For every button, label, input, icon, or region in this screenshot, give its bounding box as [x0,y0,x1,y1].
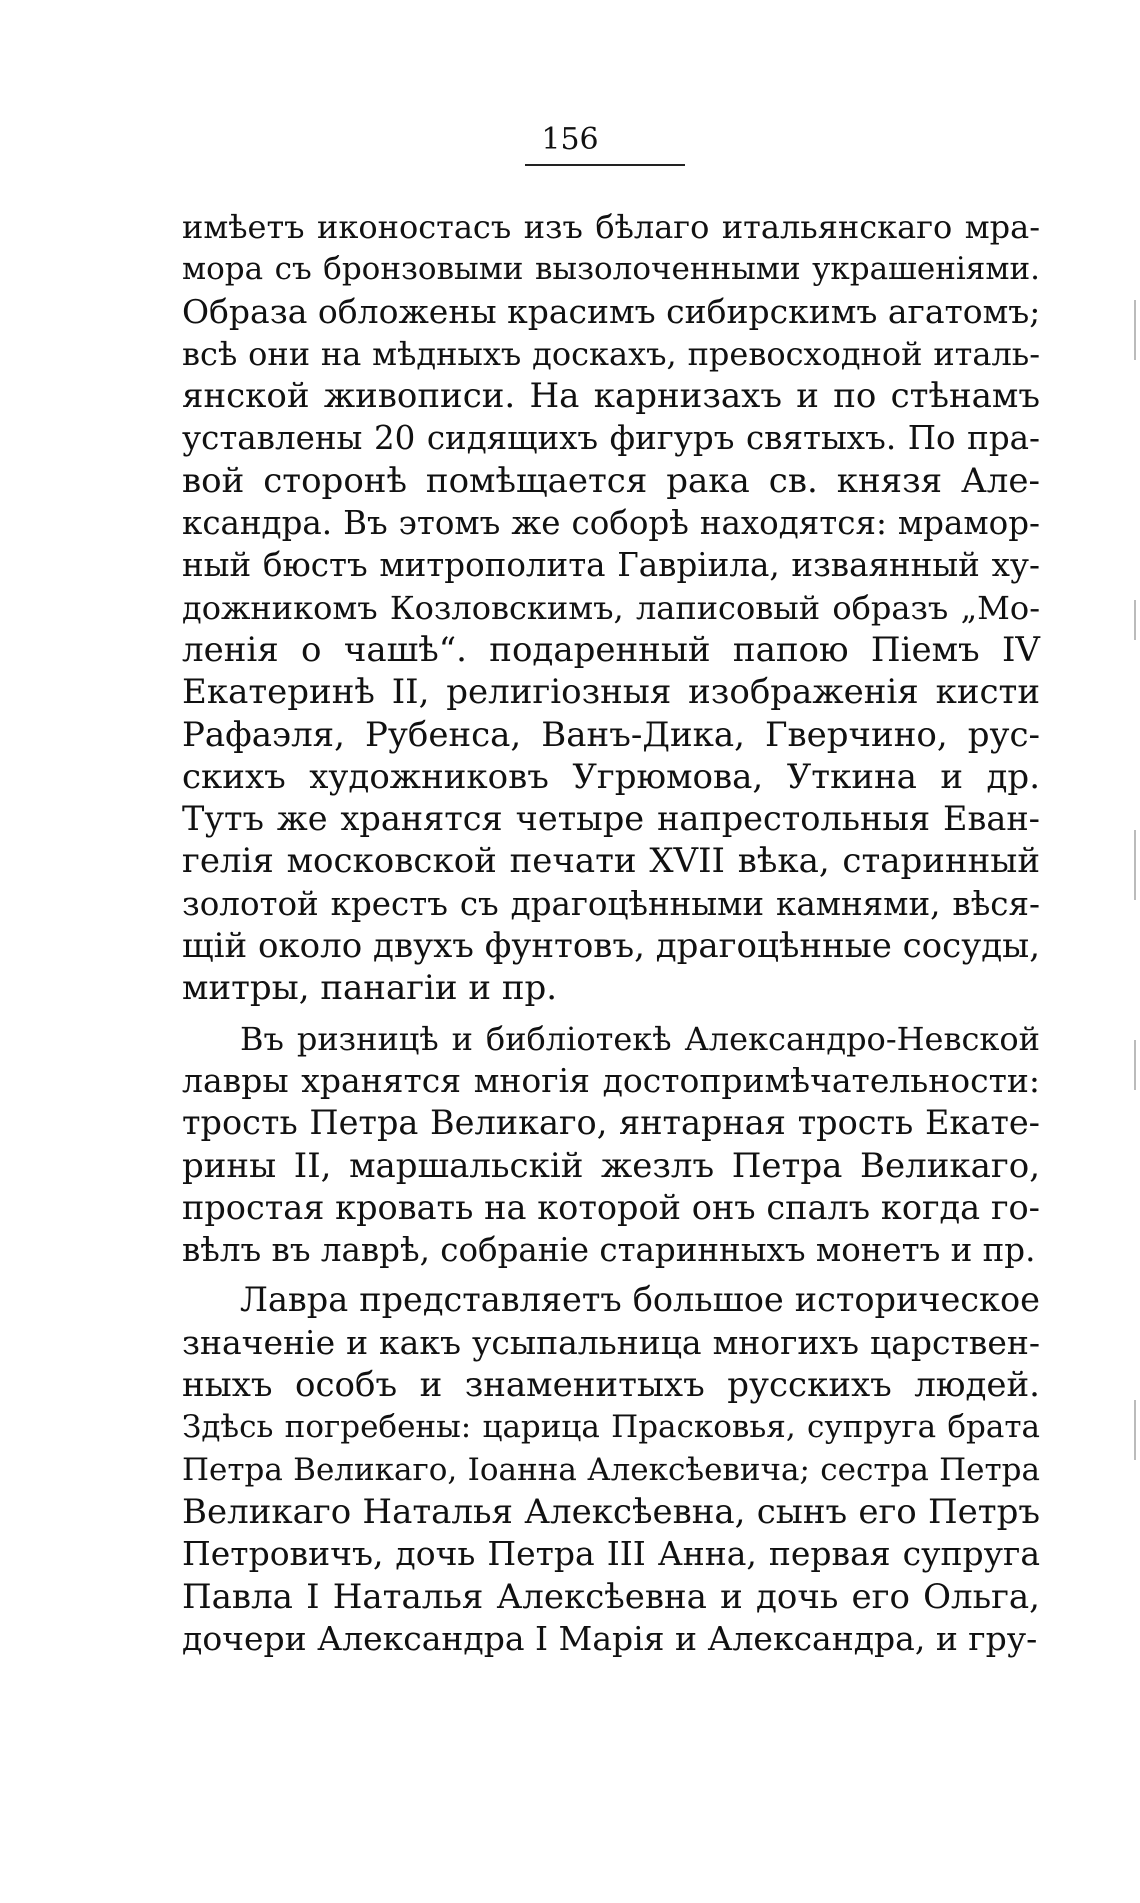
text-line: щій около двухъ фунтовъ, драгоцѣнные сосуды, [182,926,1040,967]
paragraph [182,206,1040,1010]
text-line: янской живописи. На карнизахъ и по стѣнамъ [182,376,1040,417]
text-line: мора съ бронзовыми вызолоченными украшеніями. [182,251,1040,288]
text-line: всѣ они на мѣдныхъ доскахъ, превосходной италь- [182,334,1040,373]
text-line: Въ ризницѣ и библіотекѣ Александро-Невской [240,1019,1040,1058]
text-line: скихъ художниковъ Угрюмова, Уткина и др. [182,756,1040,797]
text-line: уставлены 20 сидящихъ фигуръ святыхъ. По пра- [182,419,1040,458]
edge-mark [1134,600,1136,640]
text-line: вѣлъ въ лаврѣ, собраніе старинныхъ монетъ и пр. [182,1231,1036,1270]
edge-mark [1134,830,1136,900]
text-line: дожникомъ Козловскимъ, лаписовый образъ „Мо- [182,588,1040,627]
text-line: митры, панагіи и пр. [182,968,558,1009]
text-line: вой сторонѣ помѣщается рака св. князя Але- [182,460,1040,501]
text-line: Великаго Наталья Алексѣевна, сынъ его Петръ [182,1491,1040,1532]
text-line: гелія московской печати XVII вѣка, старинный [182,841,1040,882]
text-line: рины II, маршальскій жезлъ Петра Великаго, [182,1145,1040,1186]
text-line: дочери Александра I Марія и Александра, и гру- [182,1618,1038,1658]
paragraph [182,1279,1040,1660]
text-line: Тутъ же хранятся четыре напрестольныя Еван- [182,799,1040,839]
paragraph [182,1018,1040,1272]
page-number-rule [525,164,685,166]
body-text [182,206,1040,1660]
text-line: значеніе и какъ усыпальница многихъ царствен- [182,1322,1040,1362]
text-line: ныхъ особъ и знаменитыхъ русскихъ людей. [182,1365,1040,1406]
text-line: Лавра представляетъ большое историческое [240,1280,1040,1320]
text-line: лавры хранятся многія достопримѣчательности: [182,1060,1040,1100]
text-line: Петра Великаго, Іоанна Алексѣевича; сестра Петра [182,1451,1040,1488]
text-line: ленія о чашѣ“. подаренный папою Піемъ IV [182,629,1040,670]
text-line: Образа обложены красимъ сибирскимъ агатомъ; [182,291,1041,331]
text-line: Рафаэля, Рубенса, Ванъ-Дика, Гверчино, рус- [182,714,1040,755]
text-line: Здѣсь погребены: царица Прасковья, супруга брата [182,1409,1040,1446]
text-line: ксандра. Въ этомъ же соборѣ находятся: мрамор- [182,504,1040,543]
text-line: трость Петра Великаго, янтарная трость Екате- [182,1103,1040,1143]
edge-mark [1134,300,1136,360]
page-number: 156 [541,122,599,157]
text-line: простая кровать на которой онъ спалъ когда го- [182,1187,1040,1227]
text-line: имѣетъ иконостасъ изъ бѣлаго итальянскаго мра- [182,208,1040,246]
edge-mark [1134,1400,1136,1460]
text-line: золотой крестъ съ драгоцѣнными камнями, вѣся- [182,884,1040,923]
page-edge-marks [1126,0,1140,1903]
text-line: Екатеринѣ II, религіозныя изображенія кисти [182,672,1040,713]
text-line: ный бюстъ митрополита Гавріила, изваянный ху- [182,546,1040,585]
text-line: Павла I Наталья Алексѣевна и дочь его Ольга, [182,1576,1040,1617]
edge-mark [1134,1040,1136,1090]
paragraph-gap [182,1010,1040,1018]
text-line: Петровичъ, дочь Петра III Анна, первая супруга [182,1534,1040,1574]
paragraph-gap [182,1271,1040,1279]
